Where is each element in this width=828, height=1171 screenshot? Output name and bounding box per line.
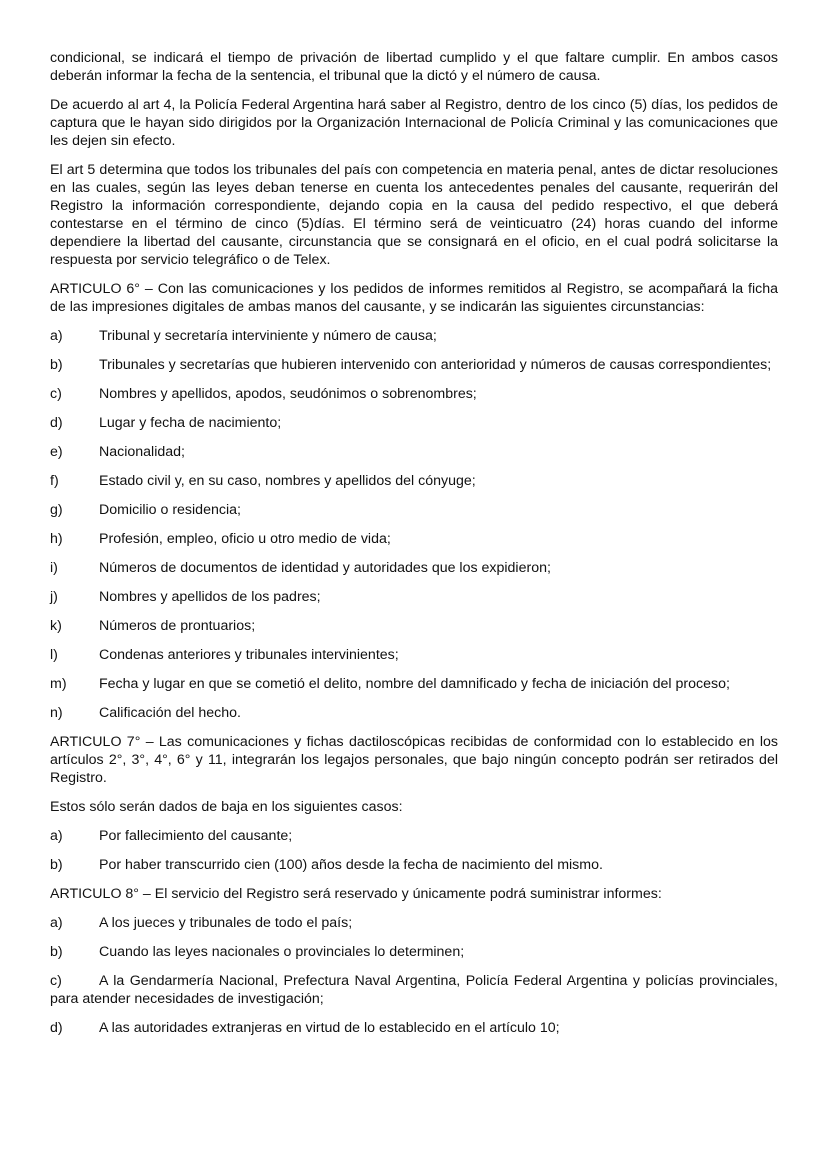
list-item — [50, 943, 778, 961]
list-text: Condenas anteriores y tribunales intervinientes; — [99, 647, 399, 663]
list-item — [50, 385, 778, 403]
list-label: j) — [50, 589, 58, 605]
list-item — [50, 617, 778, 635]
list-label: d) — [50, 415, 63, 431]
list-text: Cuando las leyes nacionales o provinciales lo determinen; — [99, 944, 465, 960]
list-text: Lugar y fecha de nacimiento; — [99, 415, 282, 431]
list-item — [50, 443, 778, 461]
list-text: Nacionalidad; — [99, 444, 185, 460]
list-item — [50, 704, 778, 722]
list-label: h) — [50, 531, 63, 547]
list-text: Por fallecimiento del causante; — [99, 828, 293, 844]
list-item — [50, 1019, 778, 1037]
list-label: d) — [50, 1020, 63, 1036]
list-text: Estado civil y, en su caso, nombres y apellidos del cónyuge; — [99, 473, 476, 489]
list-label: l) — [50, 647, 58, 663]
list-text: Fecha y lugar en que se cometió el delito, nombre del damnificado y fecha de iniciación del proceso; — [99, 676, 730, 692]
paragraph: El art 5 determina que todos los tribunales del país con competencia en materia penal, antes de dictar resoluciones en las cuales, según las leyes deban tenerse en cuenta los antecedentes penales del causante, requerirán del Registro la información correspondiente, dejando copia en la causa del pedido respectivo, el que deberá contestarse en el término de cinco (5)días. El término será de veinticuatro (24) horas cuando del informe dependiere la libertad del causante, circunstancia que se consignará en el oficio, en el cual podrá solicitarse la respuesta por servicio telegráfico o de Telex. — [50, 162, 778, 268]
list-label: g) — [50, 502, 63, 518]
list-label: n) — [50, 705, 63, 721]
list-item — [50, 530, 778, 548]
list-item — [50, 501, 778, 519]
list-item — [50, 472, 778, 490]
list-label: b) — [50, 357, 63, 373]
list-item — [50, 356, 778, 374]
list-text: Números de prontuarios; — [99, 618, 256, 634]
list-item — [50, 972, 778, 1008]
list-label: c) — [50, 973, 62, 989]
list-text: Números de documentos de identidad y autoridades que los expidieron; — [99, 560, 551, 576]
list-label: c) — [50, 386, 62, 402]
paragraph: Estos sólo serán dados de baja en los siguientes casos: — [50, 799, 403, 815]
list-label: f) — [50, 473, 59, 489]
list-item — [50, 914, 778, 932]
list-label: b) — [50, 857, 63, 873]
list-text: A las autoridades extranjeras en virtud de lo establecido en el artículo 10; — [99, 1020, 560, 1036]
list-text: Nombres y apellidos, apodos, seudónimos o sobrenombres; — [99, 386, 477, 402]
list-item — [50, 327, 778, 345]
list-label: a) — [50, 915, 63, 931]
list-label: i) — [50, 560, 58, 576]
document-page — [50, 49, 778, 1048]
list-text: A los jueces y tribunales de todo el país; — [99, 915, 353, 931]
list-label: a) — [50, 328, 63, 344]
list-label: e) — [50, 444, 63, 460]
list-text: Nombres y apellidos de los padres; — [99, 589, 321, 605]
list-label: a) — [50, 828, 63, 844]
list-text: Calificación del hecho. — [99, 705, 241, 721]
article-7-heading: ARTICULO 7° – Las comunicaciones y fichas dactiloscópicas recibidas de conformidad con lo establecido en los artículos 2°, 3°, 4°, 6° y 11, integrarán los legajos personales, que bajo ningún concepto podrán ser retirados del Registro. — [50, 734, 778, 786]
list-item — [50, 827, 778, 845]
paragraph: De acuerdo al art 4, la Policía Federal Argentina hará saber al Registro, dentro de los cinco (5) días, los pedidos de captura que le hayan sido dirigidos por la Organización Internacional de Policía Criminal y las comunicaciones que les dejen sin efecto. — [50, 97, 778, 149]
list-item — [50, 675, 778, 693]
list-label: b) — [50, 944, 63, 960]
list-text: Por haber transcurrido cien (100) años desde la fecha de nacimiento del mismo. — [99, 857, 603, 873]
article-6-heading: ARTICULO 6° – Con las comunicaciones y los pedidos de informes remitidos al Registro, se acompañará la ficha de las impresiones digitales de ambas manos del causante, y se indicarán las siguientes circunstancias: — [50, 281, 778, 315]
list-text: A la Gendarmería Nacional, Prefectura Naval Argentina, Policía Federal Argentina y policías provinciales, para atender necesidades de investigación; — [50, 973, 778, 1007]
list-item — [50, 559, 778, 577]
article-8-heading: ARTICULO 8° – El servicio del Registro será reservado y únicamente podrá suministrar informes: — [50, 886, 662, 902]
list-item — [50, 856, 778, 874]
list-label: k) — [50, 618, 62, 634]
list-item — [50, 588, 778, 606]
list-text: Tribunales y secretarías que hubieren intervenido con anterioridad y números de causas correspondientes; — [99, 357, 772, 373]
list-text: Tribunal y secretaría interviniente y número de causa; — [99, 328, 437, 344]
paragraph: condicional, se indicará el tiempo de privación de libertad cumplido y el que faltare cumplir. En ambos casos deberán informar la fecha de la sentencia, el tribunal que la dictó y el número de causa. — [50, 50, 778, 84]
list-text: Domicilio o residencia; — [99, 502, 241, 518]
list-text: Profesión, empleo, oficio u otro medio de vida; — [99, 531, 391, 547]
list-item — [50, 414, 778, 432]
list-label: m) — [50, 676, 67, 692]
list-item — [50, 646, 778, 664]
